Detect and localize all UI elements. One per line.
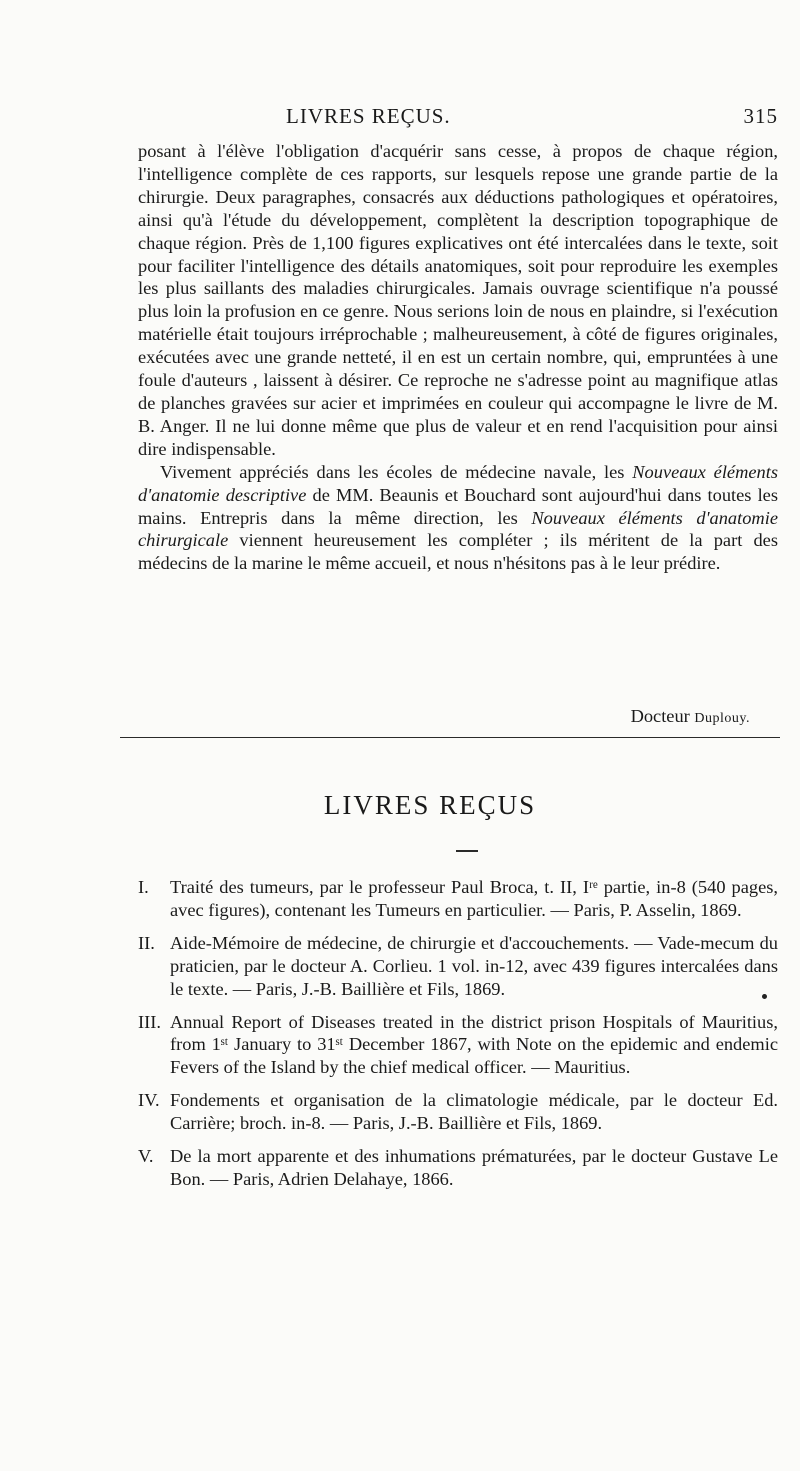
signature-prefix: Docteur [630, 706, 695, 726]
paragraph-2-mid: de MM. Beaunis et Bouchard sont aujourd'hui dans toutes les mains. Entrepris dans la même direction, les [138, 484, 779, 528]
list-item-text: De la mort apparente et des inhumations prématurées, par le docteur Gustave Le Bon. — Paris, Adrien Delahaye, 1866. [170, 1146, 778, 1189]
title-dash [456, 850, 478, 852]
section-divider [120, 737, 780, 738]
list-item-text: Fondements et organisation de la climatologie médicale, par le docteur Ed. Carrière; broch. in-8. — Paris, J.-B. Baillière et Fils, 1869. [170, 1090, 778, 1134]
list-item [138, 876, 778, 922]
list-item-number: II. [138, 932, 155, 953]
book-title-chirurgicale: Nouveaux éléments d'anatomie chirurgicale [138, 507, 778, 551]
review-body [138, 140, 778, 575]
list-item-text: Aide-Mémoire de médecine, de chirurgie et d'accouchements. — Vade-mecum du praticien, par le docteur A. Corlieu. 1 vol. in-12, avec 439 figures intercalées dans le texte. — Paris, J.-B. Baillière et Fils, 1869. [170, 932, 778, 999]
book-title-descriptive: Nouveaux éléments d'anatomie descriptive [138, 461, 778, 505]
margin-dot [762, 994, 767, 999]
book-list [138, 876, 778, 1201]
list-item [138, 1145, 778, 1191]
running-title: LIVRES REÇUS. [286, 104, 451, 128]
signature-name: Duplouy. [694, 711, 750, 726]
running-head [138, 104, 778, 134]
list-item-number: I. [138, 877, 149, 897]
paragraph-2-end: viennent heureusement les compléter ; ils méritent de la part des médecins de la marine le même accueil, et nous n'hésitons pas à le leur prédire. [138, 530, 778, 574]
list-item [138, 1011, 778, 1080]
page-number: 315 [743, 104, 778, 128]
list-item-text: Annual Report of Diseases treated in the district prison Hospitals of Mauritius, from 1ˢᵗ January to 31ˢᵗ December 1867, with Note on the epidemic and endemic Fevers of the Island by the chief medical officer. — Mauritius. [170, 1011, 778, 1078]
list-item-number: IV. [138, 1090, 160, 1111]
paragraph-2 [138, 461, 778, 576]
list-item [138, 1089, 778, 1135]
list-item [138, 932, 778, 1001]
signature [138, 706, 750, 727]
list-item-number: III. [138, 1011, 161, 1032]
section-title: LIVRES REÇUS [323, 790, 537, 820]
list-item-number: V. [138, 1146, 154, 1167]
list-item-text: Traité des tumeurs, par le professeur Paul Broca, t. II, Iʳᵉ partie, in-8 (540 pages, avec figures), contenant les Tumeurs en particulier. — Paris, P. Asselin, 1869. [170, 877, 778, 920]
paragraph-1: posant à l'élève l'obligation d'acquérir sans cesse, à propos de chaque région, l'intelligence complète de ces rapports, sur lesquels repose une grande partie de la chirurgie. Deux paragraphes, consacrés aux déductions pathologiques et opératoires, ainsi qu'à l'étude du développement, complètent la description topographique de chaque région. Près de 1,100 figures explicatives ont été intercalées dans le texte, soit pour faciliter l'intelligence des détails anatomiques, soit pour reproduire les exemples les plus saillants des maladies chirurgicales. Jamais ouvrage scientifique n'a poussé plus loin la profusion en ce genre. Nous serions loin de nous en plaindre, si l'exécution matérielle était toujours irréprochable ; malheureusement, à côté de figures originales, exécutées avec une grande netteté, il en est un certain nombre, qui, empruntées à une foule d'auteurs , laissent à désirer. Ce reproche ne s'adresse point au magnifique atlas de planches gravées sur acier et imprimées en couleur qui accompagne le livre de M. B. Anger. Il ne lui donne même que plus de valeur et en rend l'acquisition pour ainsi dire indispensable. [138, 141, 778, 459]
paragraph-2-start: Vivement appréciés dans les écoles de médecine navale, les [160, 461, 633, 482]
